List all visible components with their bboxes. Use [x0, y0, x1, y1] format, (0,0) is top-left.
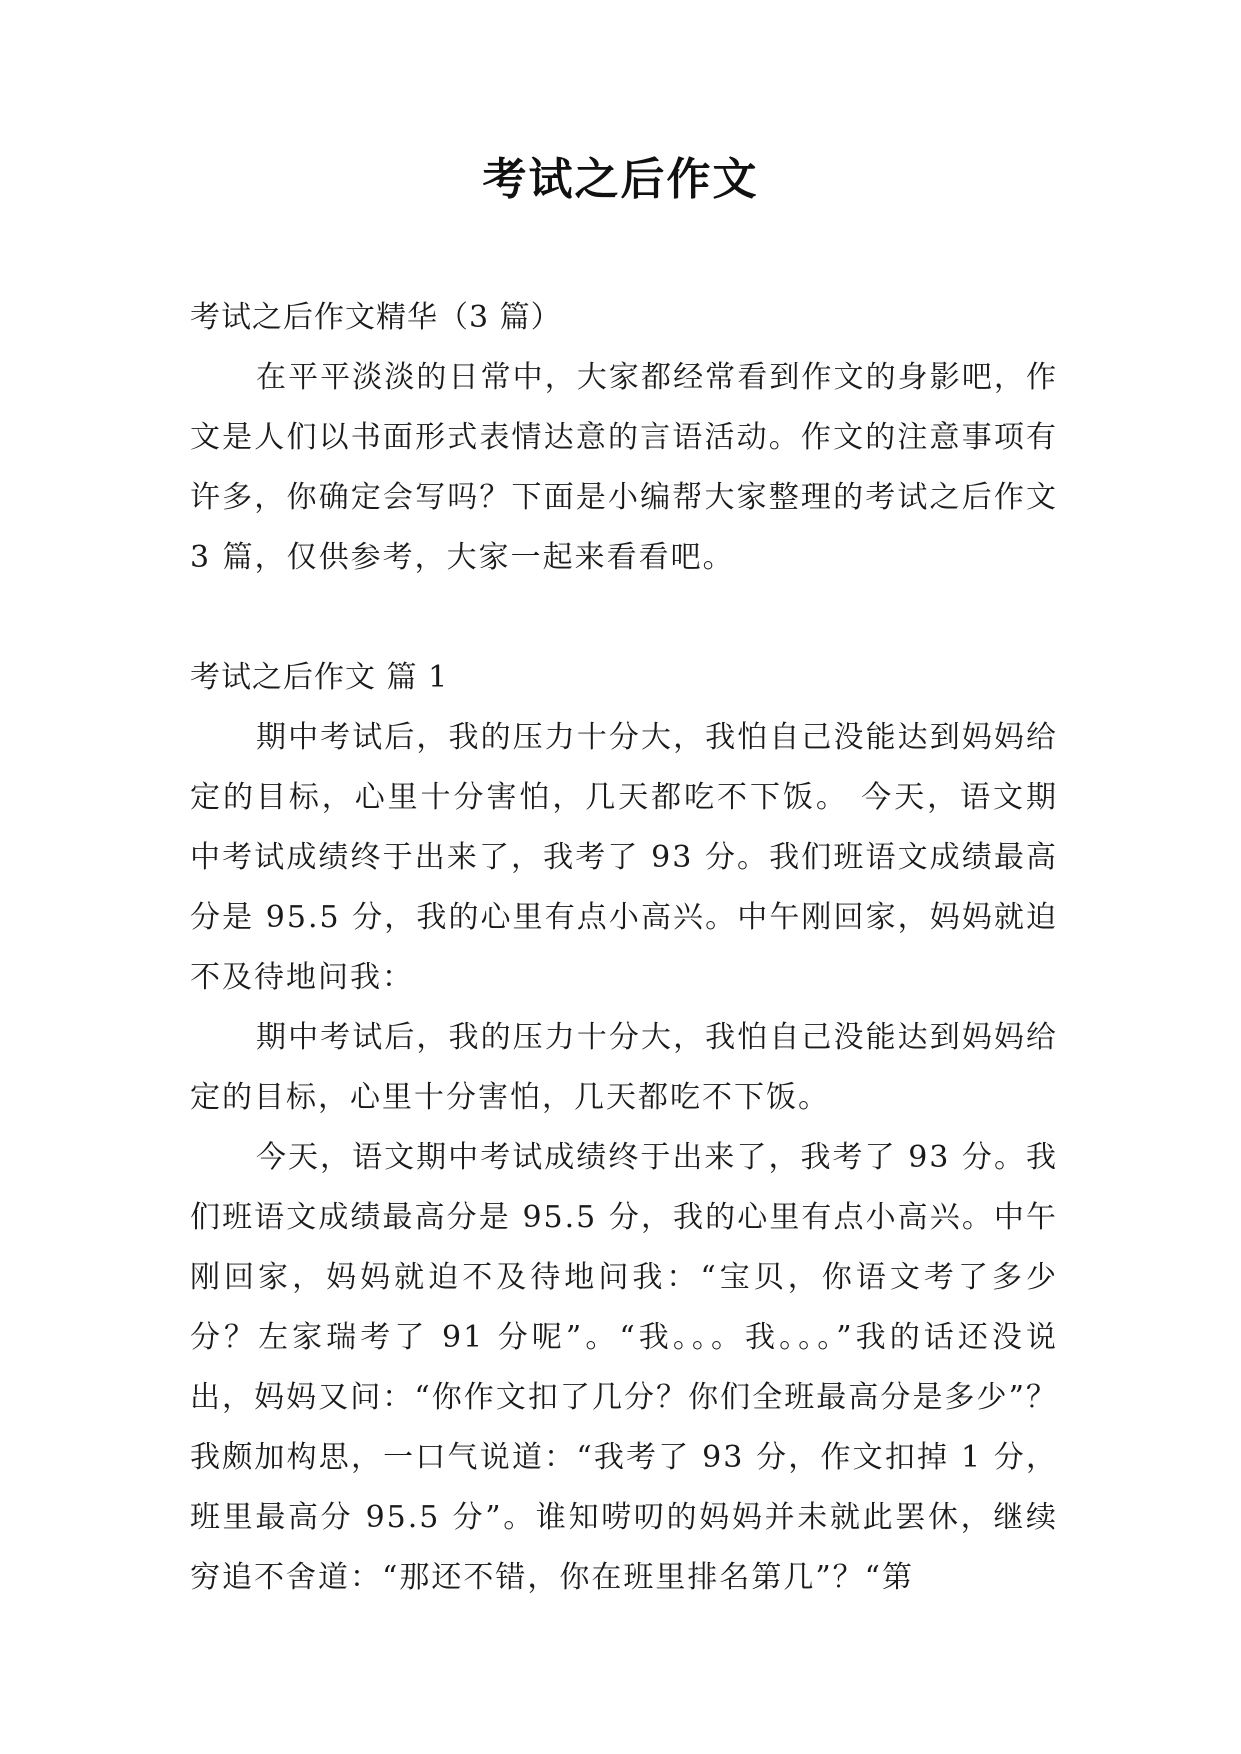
- body-paragraph: 期中考试后，我的压力十分大，我怕自己没能达到妈妈给定的目标，心里十分害怕，几天都吃不下饭。 今天，语文期中考试成绩终于出来了，我考了 93 分。我们班语文成绩最高分是 95.5 分，我的心里有点小高兴。中午刚回家，妈妈就迫不及待地问我：: [190, 720, 1058, 995]
- section-heading: 考试之后作文 篇 1: [190, 660, 449, 695]
- body-paragraph: 期中考试后，我的压力十分大，我怕自己没能达到妈妈给定的目标，心里十分害怕，几天都吃不下饭。: [190, 1020, 1058, 1115]
- intro-paragraph: 在平平淡淡的日常中，大家都经常看到作文的身影吧，作文是人们以书面形式表情达意的言语活动。作文的注意事项有许多，你确定会写吗？下面是小编帮大家整理的考试之后作文 3 篇，仅供参考，大家一起来看看吧。: [190, 360, 1058, 575]
- document-subtitle: 考试之后作文精华（3 篇）: [190, 300, 562, 335]
- document-title: 考试之后作文: [482, 154, 759, 205]
- body-paragraph: 今天，语文期中考试成绩终于出来了，我考了 93 分。我们班语文成绩最高分是 95.5 分，我的心里有点小高兴。中午刚回家，妈妈就迫不及待地问我：“宝贝，你语文考了多少分？左家瑞考了 91 分呢”。“我。。。我。。。”我的话还没说出，妈妈又问：“你作文扣了几分？你们全班最高分是多少”？我颇加构思，一口气说道：“我考了 93 分，作文扣掉 1 分，班里最高分 95.5 分”。谁知唠叨的妈妈并未就此罢休，继续穷追不舍道：“那还不错，你在班里排名第几”？“第: [190, 1140, 1058, 1595]
- paragraph-spacer: [190, 588, 1058, 648]
- document-body: [190, 288, 1058, 1608]
